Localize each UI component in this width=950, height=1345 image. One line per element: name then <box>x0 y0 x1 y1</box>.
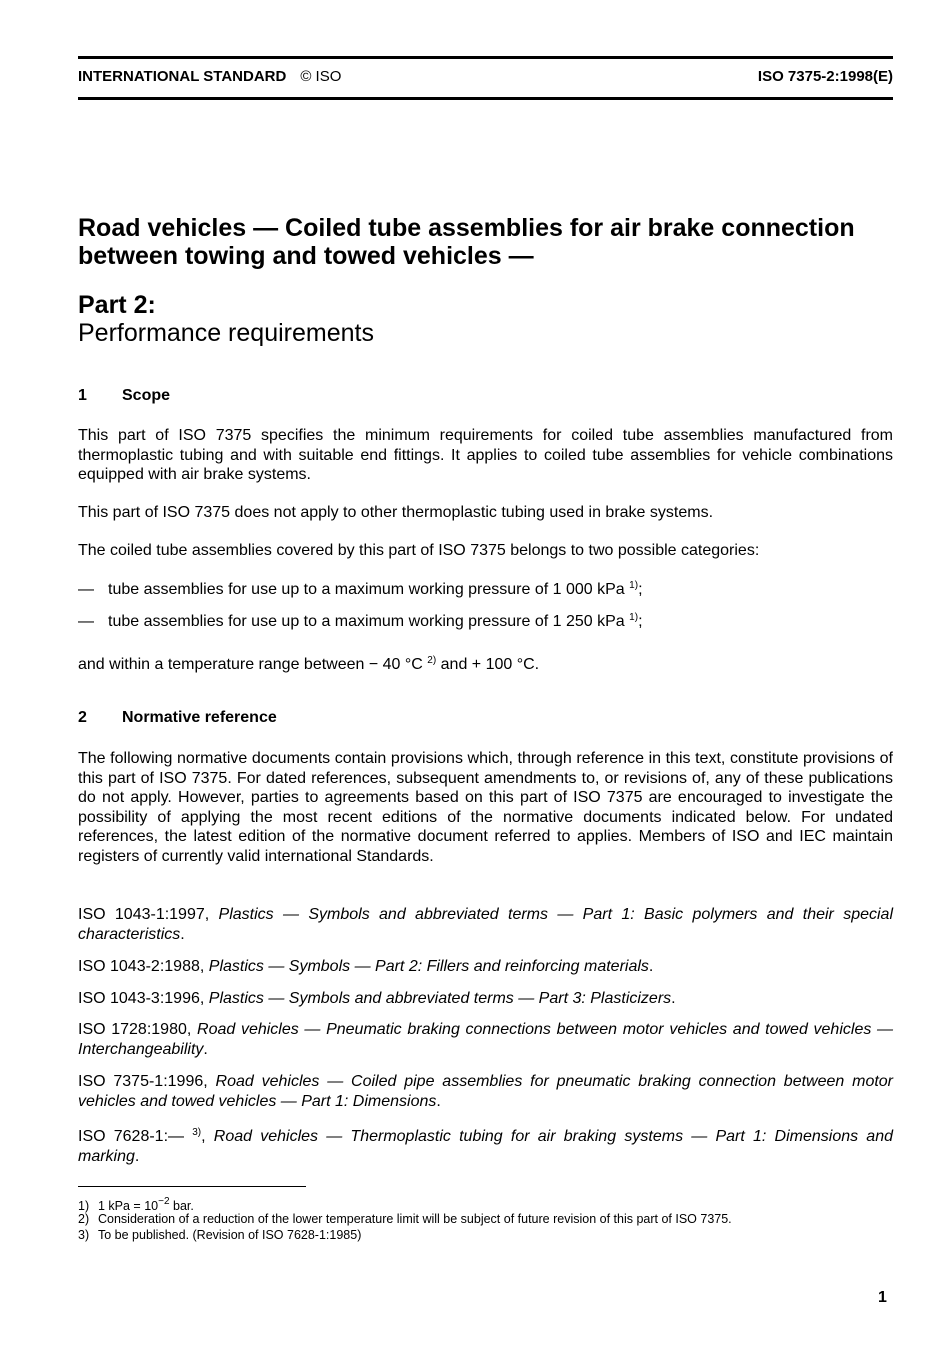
reference-entry <box>78 1072 893 1111</box>
list-item-text: tube assemblies for use up to a maximum working pressure of 1 000 kPa <box>108 581 625 598</box>
paragraph-text: and + 100 °C. <box>440 656 540 673</box>
part-number: Part 2: <box>78 291 156 319</box>
footnote-superscript: −2 <box>158 1196 170 1207</box>
reference-id: ISO 1043-1:1997, <box>78 906 210 923</box>
footnote-rule <box>78 1186 306 1187</box>
bullet-dash: — <box>78 613 94 630</box>
header-top-rule <box>78 56 893 59</box>
header-copyright: © ISO <box>300 68 342 85</box>
document-title <box>78 214 893 270</box>
section-number: 1 <box>78 387 87 404</box>
footnote-3 <box>78 1228 893 1242</box>
footnote-ref: 1) <box>629 580 639 591</box>
footnote-number: 2) <box>78 1212 90 1226</box>
footnote-number: 1) <box>78 1199 90 1213</box>
section-number: 2 <box>78 709 87 726</box>
reference-id: ISO 7375-1:1996, <box>78 1073 208 1090</box>
list-item <box>78 580 893 599</box>
scope-paragraph-4 <box>78 651 893 675</box>
part-title: Performance requirements <box>78 319 374 347</box>
list-item-end: ; <box>638 581 643 598</box>
reference-title: Road vehicles — Thermoplastic tubing for air braking systems — Part 1: Dimensions and marking <box>78 1128 894 1165</box>
page-header <box>78 68 893 85</box>
footnote-ref: 1) <box>629 612 639 623</box>
reference-entry <box>78 989 893 1009</box>
footnote-1 <box>78 1196 893 1213</box>
reference-id: ISO 1728:1980, <box>78 1021 192 1038</box>
footnote-text: bar. <box>169 1199 194 1213</box>
reference-end: . <box>180 925 185 943</box>
list-item-end: ; <box>638 613 643 630</box>
section-title: Scope <box>122 387 171 404</box>
footnote-text: To be published. (Revision of ISO 7628-1:1985) <box>98 1228 362 1242</box>
reference-end: . <box>671 990 676 1007</box>
list-item <box>78 612 893 631</box>
footnote-text: Consideration of a reduction of the lower temperature limit will be subject of future revision of this part of ISO 7375. <box>98 1212 732 1226</box>
reference-entry <box>78 1123 893 1166</box>
reference-entry <box>78 957 893 977</box>
scope-paragraph-3: The coiled tube assemblies covered by this part of ISO 7375 belongs to two possible categories: <box>78 542 760 559</box>
scope-paragraph-1: This part of ISO 7375 specifies the minimum requirements for coiled tube assemblies manufactured from thermoplastic tubing and with suitable end fittings. It applies to coiled tube assemblies for vehicle combinations equipped with air brake systems. <box>78 427 893 484</box>
reference-entry <box>78 905 893 944</box>
reference-title: Plastics — Symbols and abbreviated terms — Part 3: Plasticizers <box>208 990 672 1007</box>
footnote-ref: 3) <box>192 1127 202 1138</box>
reference-id-end: , <box>201 1128 206 1145</box>
reference-title: Road vehicles — Pneumatic braking connections between motor vehicles and towed vehicles — Interchangeability <box>78 1021 894 1058</box>
reference-id: ISO 1043-3:1996, <box>78 990 205 1007</box>
section-title: Normative reference <box>122 709 277 726</box>
reference-title: Road vehicles — Coiled pipe assemblies for pneumatic braking connection between motor vehicles and towed vehicles — Part 1: Dimensions <box>78 1073 894 1110</box>
title-line-1: Road vehicles — Coiled tube assemblies for air brake connection <box>78 214 855 242</box>
reference-end: . <box>648 958 654 975</box>
reference-id: ISO 1043-2:1988, <box>78 958 205 975</box>
list-item-text: tube assemblies for use up to a maximum working pressure of 1 250 kPa <box>108 613 625 630</box>
footnote-2 <box>78 1212 893 1226</box>
footnote-ref: 2) <box>427 655 437 666</box>
section-2-heading <box>78 709 277 727</box>
header-bottom-rule <box>78 97 893 100</box>
paragraph-text: and within a temperature range between − 40 °C <box>78 656 423 673</box>
bullet-dash: — <box>78 581 94 598</box>
page-number: 1 <box>878 1289 887 1306</box>
reference-id: ISO 7628-1:— <box>78 1128 185 1145</box>
footnote-text: 1 kPa = 10 <box>98 1199 159 1213</box>
section-1-heading <box>78 387 170 405</box>
reference-end: . <box>134 1147 140 1165</box>
reference-end: . <box>436 1092 441 1110</box>
reference-title: Plastics — Symbols — Part 2: Fillers and reinforcing materials <box>208 958 649 975</box>
header-doc-id: ISO 7375-2:1998(E) <box>757 68 893 85</box>
scope-paragraph-2: This part of ISO 7375 does not apply to other thermoplastic tubing used in brake systems. <box>78 504 714 521</box>
title-line-2: between towing and towed vehicles — <box>78 242 534 270</box>
reference-end: . <box>203 1040 208 1058</box>
footnote-number: 3) <box>78 1228 90 1242</box>
normative-paragraph: The following normative documents contain provisions which, through reference in this text, constitute provisions of this part of ISO 7375. For dated references, subsequent amendments to, or revisions of, any of these publications do not apply. However, parties to agreements based on this part of ISO 7375 are encouraged to investigate the possibility of applying the most recent editions of the normative documents indicated below. For undated references, the latest edition of the normative document referred to applies. Members of ISO and IEC maintain registers of currently valid international Standards. <box>78 750 893 865</box>
header-label: INTERNATIONAL STANDARD <box>78 68 287 85</box>
reference-entry <box>78 1020 893 1059</box>
reference-title: Plastics — Symbols and abbreviated terms — Part 1: Basic polymers and their special characteristics <box>78 906 894 943</box>
